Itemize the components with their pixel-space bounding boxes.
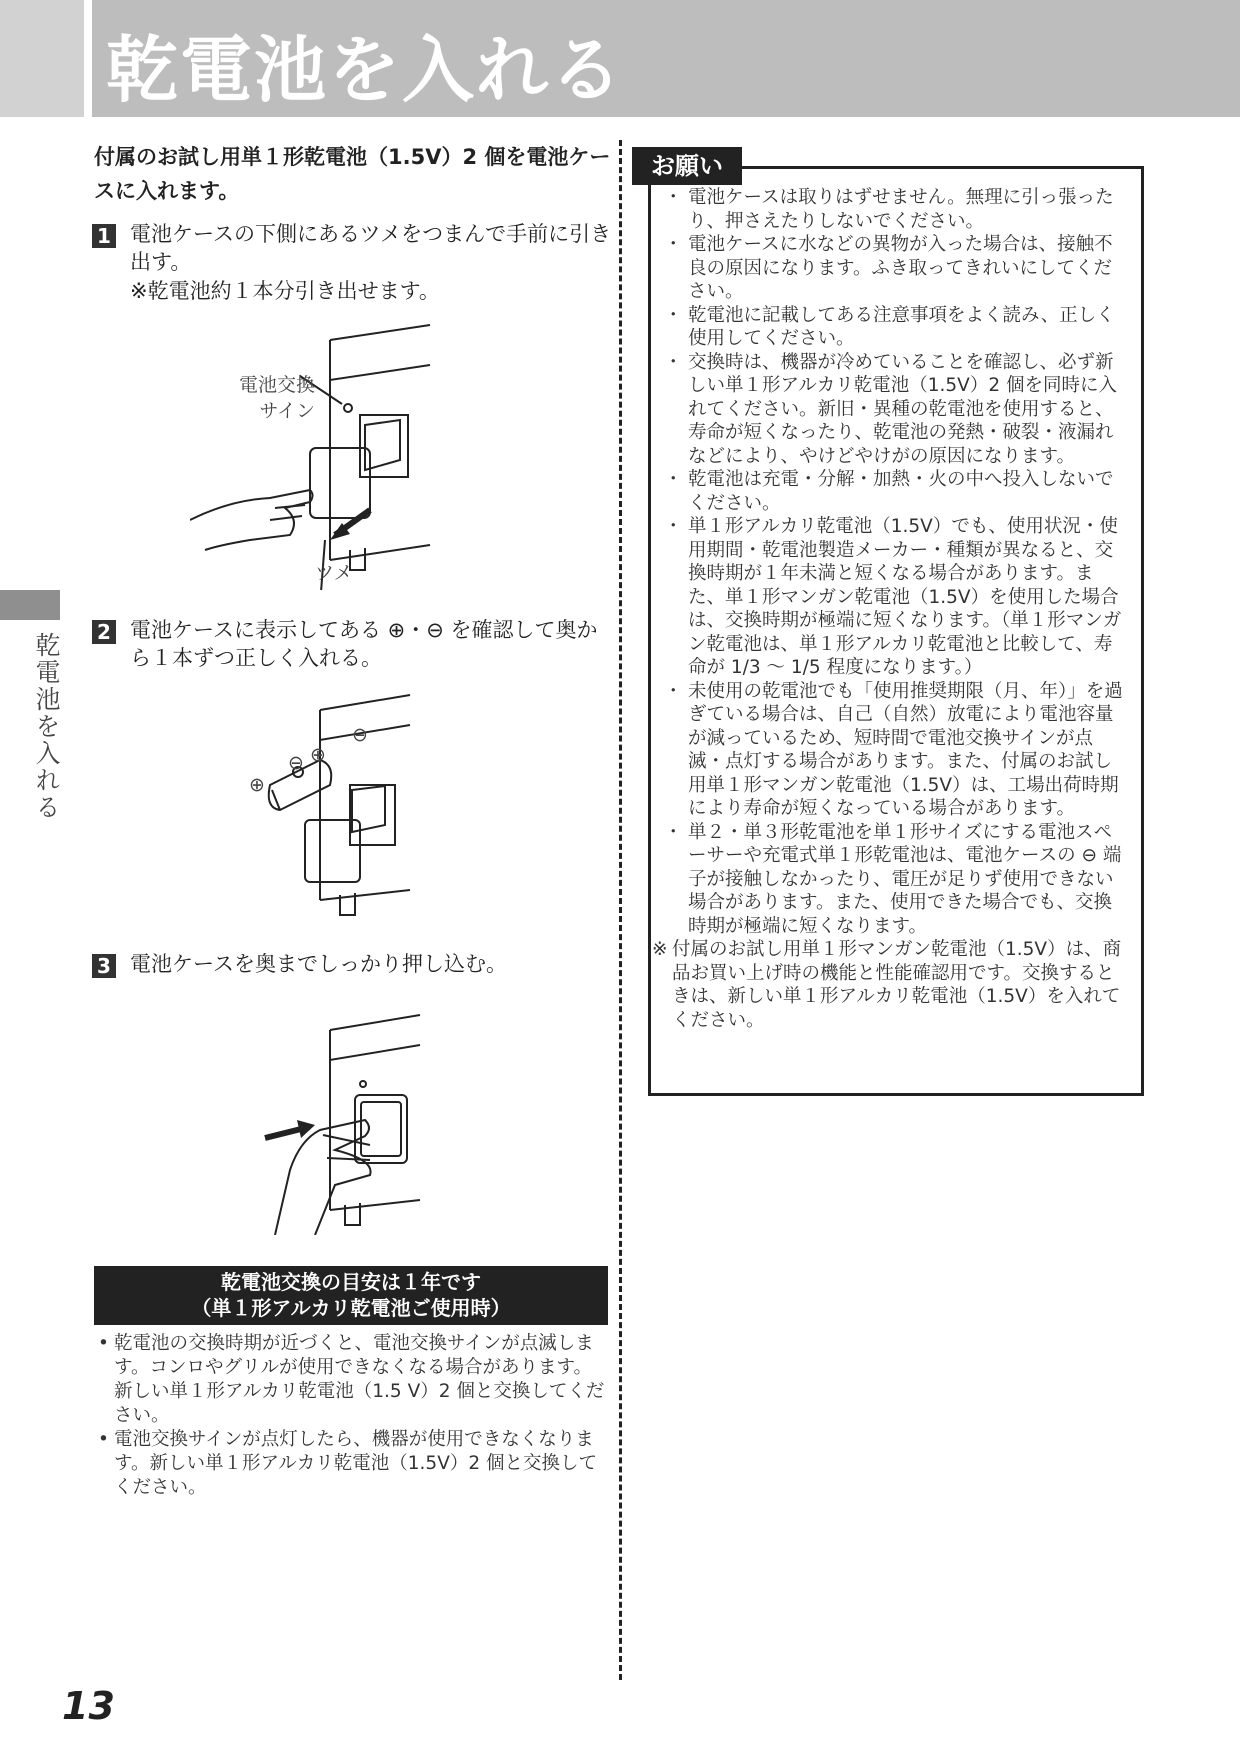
request-item: ・ 単１形アルカリ乾電池（1.5V）でも、使用状況・使用期間・乾電池製造メーカー・種類が異なると、交換時期が１年未満と短くなる場合があります。また、単１形マンガン乾電池（1.5V）を使用した場合は、交換時期が極端に短くなります。（単１形マンガン乾電池は、単１形アルカリ乾電池と比較して、寿命が 1/3 〜 1/5 程度になります。）: [668, 515, 1128, 680]
guide-item: • 乾電池の交換時期が近づくと、電池交換サインが点滅します。コンロやグリルが使用できなくなる場合があります。新しい単１形アルカリ乾電池（1.5 V）2 個と交換してください。: [98, 1332, 610, 1428]
header-tab: [0, 0, 84, 117]
pull-case-drawing: [190, 320, 450, 590]
step-text: 電池ケースの下側にあるツメをつまんで手前に引き出す。: [130, 222, 612, 274]
step-note: ※乾電池約１本分引き出せます。: [130, 279, 440, 303]
step-text: 電池ケースを奥までしっかり押し込む。: [130, 952, 507, 976]
step-3: [92, 950, 612, 978]
illustration-insert-batteries: [240, 690, 430, 930]
label-line: 電池交換: [238, 374, 315, 396]
request-list: [668, 186, 1128, 1032]
request-item: ・ 電池ケースに水などの異物が入った場合は、接触不良の原因になります。ふき取ってきれいにしてください。: [668, 233, 1128, 304]
illustration-pull-case: [190, 320, 450, 590]
insert-batteries-drawing: [240, 690, 430, 930]
request-item: ・ 乾電池は充電・分解・加熱・火の中へ投入しないでください。: [668, 468, 1128, 515]
page-number: 13: [62, 1684, 115, 1728]
step-number: 2: [92, 620, 116, 644]
request-item: ・ 未使用の乾電池でも「使用推奨期限（月、年）」を過ぎている場合は、自己（自然）放電により電池容量が減っているため、短時間で電池交換サインが点滅・点灯する場合があります。また、付属のお試し用単１形マンガン乾電池（1.5V）は、工場出荷時期により寿命が短くなっている場合があります。: [668, 680, 1128, 821]
illustration-push-case: [255, 1010, 435, 1235]
label-tab: ツメ: [315, 562, 353, 584]
request-tag: お願い: [632, 147, 742, 185]
request-item: ・ 電池ケースは取りはずせません。無理に引っ張ったり、押さえたりしないでください。: [668, 186, 1128, 233]
step-number: 3: [92, 954, 116, 978]
minus-symbol: ⊖: [352, 724, 368, 746]
column-divider: [619, 140, 622, 1680]
minus-symbol: ⊖: [288, 752, 304, 774]
plus-symbol: ⊕: [249, 774, 265, 796]
side-index-tab: [0, 590, 60, 620]
guide-title-line: （単１形アルカリ乾電池ご使用時）: [191, 1296, 511, 1320]
guide-item: • 電池交換サインが点灯したら、機器が使用できなくなります。新しい単１形アルカリ乾電池（1.5V）2 個と交換してください。: [98, 1428, 610, 1500]
plus-symbol: ⊕: [310, 744, 326, 766]
step-text: 電池ケースに表示してある ⊕・⊖ を確認して奥から１本ずつ正しく入れる。: [130, 618, 598, 670]
guide-title-line: 乾電池交換の目安は１年です: [221, 1270, 481, 1294]
step-number: 1: [92, 224, 116, 248]
request-item: ・ 単２・単３形乾電池を単１形サイズにする電池スペーサーや充電式単１形乾電池は、電池ケースの ⊖ 端子が接触しなかったり、電圧が足りず使用できない場合があります。また、使用できた場合でも、交換時期が極端に短くなります。: [668, 821, 1128, 939]
request-item: ・ 交換時は、機器が冷めていることを確認し、必ず新しい単１形アルカリ乾電池（1.5V）2 個を同時に入れてください。新旧・異種の乾電池を使用すると、寿命が短くなったり、乾電池の発熱・破裂・液漏れなどにより、やけどやけがの原因になります。: [668, 351, 1128, 469]
side-index-label: 乾電池を入れる: [32, 632, 61, 821]
step-1: [92, 220, 612, 306]
page-title: 乾電池を入れる: [106, 28, 625, 112]
intro-text: 付属のお試し用単１形乾電池（1.5V）2 個を電池ケースに入れます。: [94, 145, 611, 203]
step-2: [92, 616, 612, 672]
push-case-drawing: [255, 1010, 435, 1235]
request-note: ※ 付属のお試し用単１形マンガン乾電池（1.5V）は、商品お買い上げ時の機能と性能確認用です。交換するときは、新しい単１形アルカリ乾電池（1.5V）を入れてください。: [652, 938, 1128, 1032]
request-item: ・ 乾電池に記載してある注意事項をよく読み、正しく使用してください。: [668, 304, 1128, 351]
guide-list: [98, 1332, 610, 1500]
guide-title-box: [94, 1266, 608, 1325]
label-line: サイン: [259, 400, 315, 422]
label-battery-sign: [210, 372, 315, 424]
